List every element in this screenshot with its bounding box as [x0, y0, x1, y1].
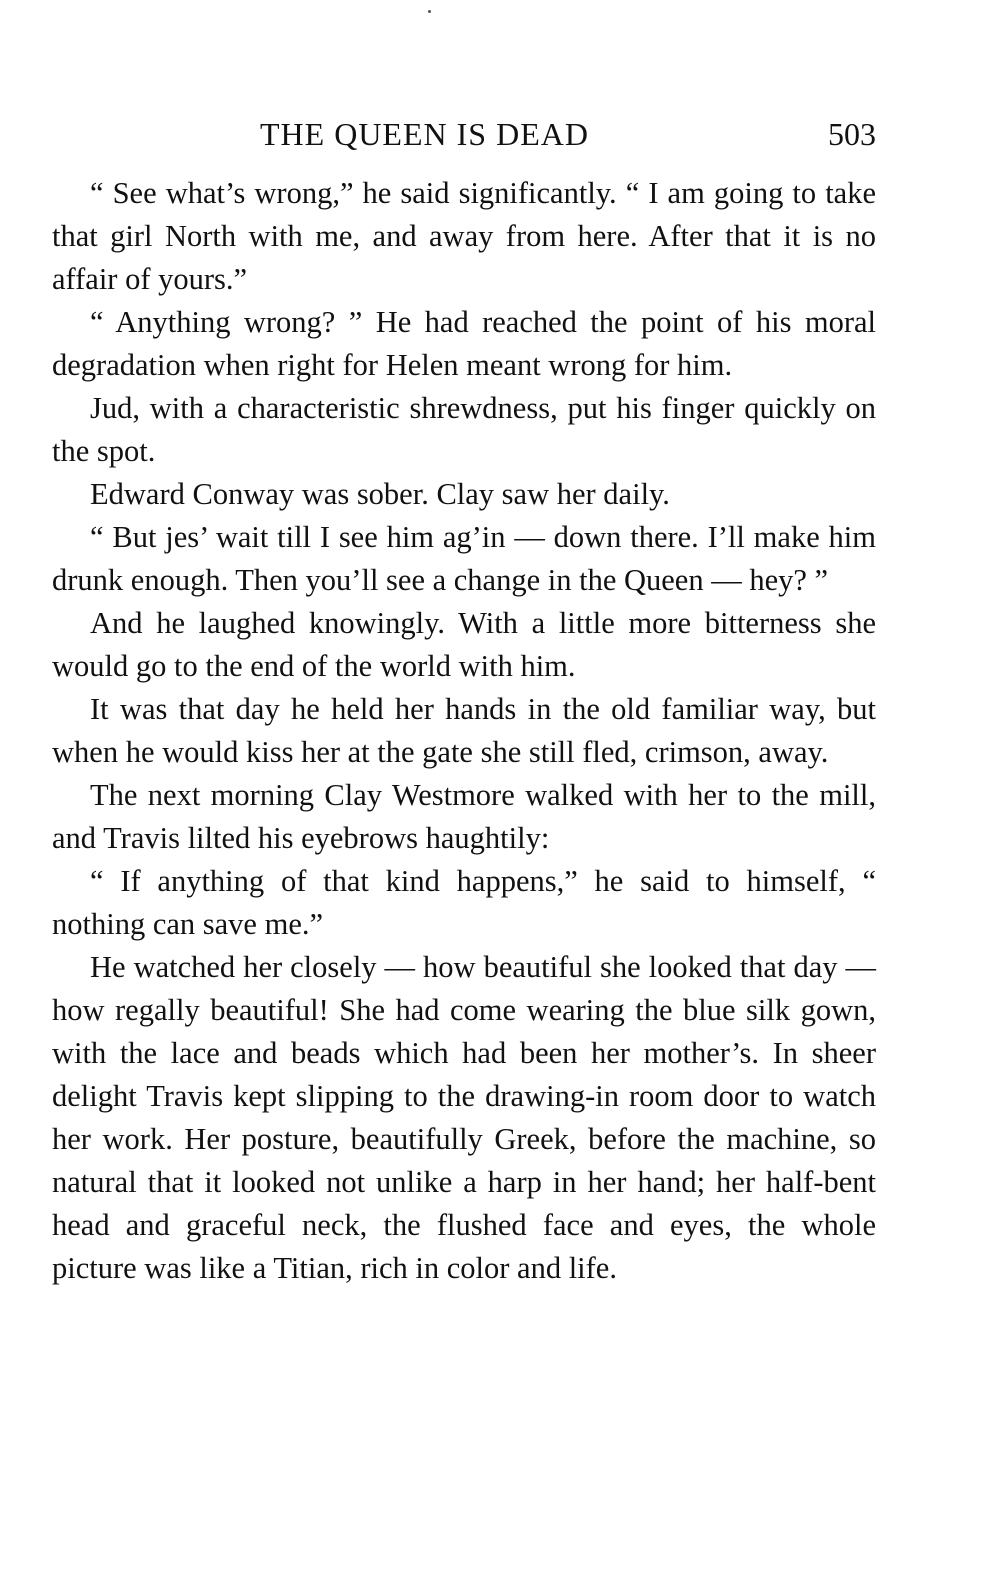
page-number: 503: [828, 116, 876, 152]
paragraph: “ Anything wrong? ” He had reached the point of his moral degradation when right for Helen meant wrong for him.: [52, 305, 876, 382]
paragraph: Jud, with a characteristic shrewdness, put his finger quickly on the spot.: [52, 391, 876, 468]
paragraph: The next morning Clay Westmore walked with her to the mill, and Travis lilted his eyebrows haughtily:: [52, 778, 876, 855]
paragraph: It was that day he held her hands in the old familiar way, but when he would kiss her at the gate she still fled, crimson, away.: [52, 692, 876, 769]
body-text: [52, 172, 876, 1290]
running-title: THE QUEEN IS DEAD: [260, 116, 589, 152]
paragraph: “ If anything of that kind happens,” he said to himself, “ nothing can save me.”: [52, 864, 876, 941]
paragraph: Edward Conway was sober. Clay saw her daily.: [90, 477, 670, 511]
print-speck: [428, 10, 431, 13]
paragraph: He watched her closely — how beautiful she looked that day — how regally beautiful! She had come wearing the blue silk gown, with the lace and beads which had been her mother’s. In sheer delight Travis kept slipping to the drawing-in room door to watch her work. Her posture, beautifully Greek, before the machine, so natural that it looked not unlike a harp in her hand; her half-bent head and graceful neck, the flushed face and eyes, the whole picture was like a Titian, rich in color and life.: [52, 950, 876, 1285]
paragraph: “ But jes’ wait till I see him ag’in — down there. I’ll make him drunk enough. Then you’ll see a change in the Queen — hey? ”: [52, 520, 876, 597]
running-head: [52, 112, 876, 162]
paragraph: “ See what’s wrong,” he said significantly. “ I am going to take that girl North with me, and away from here. After that it is no affair of yours.”: [52, 176, 876, 296]
paragraph: And he laughed knowingly. With a little more bitterness she would go to the end of the world with him.: [52, 606, 876, 683]
book-page: [52, 112, 876, 1290]
